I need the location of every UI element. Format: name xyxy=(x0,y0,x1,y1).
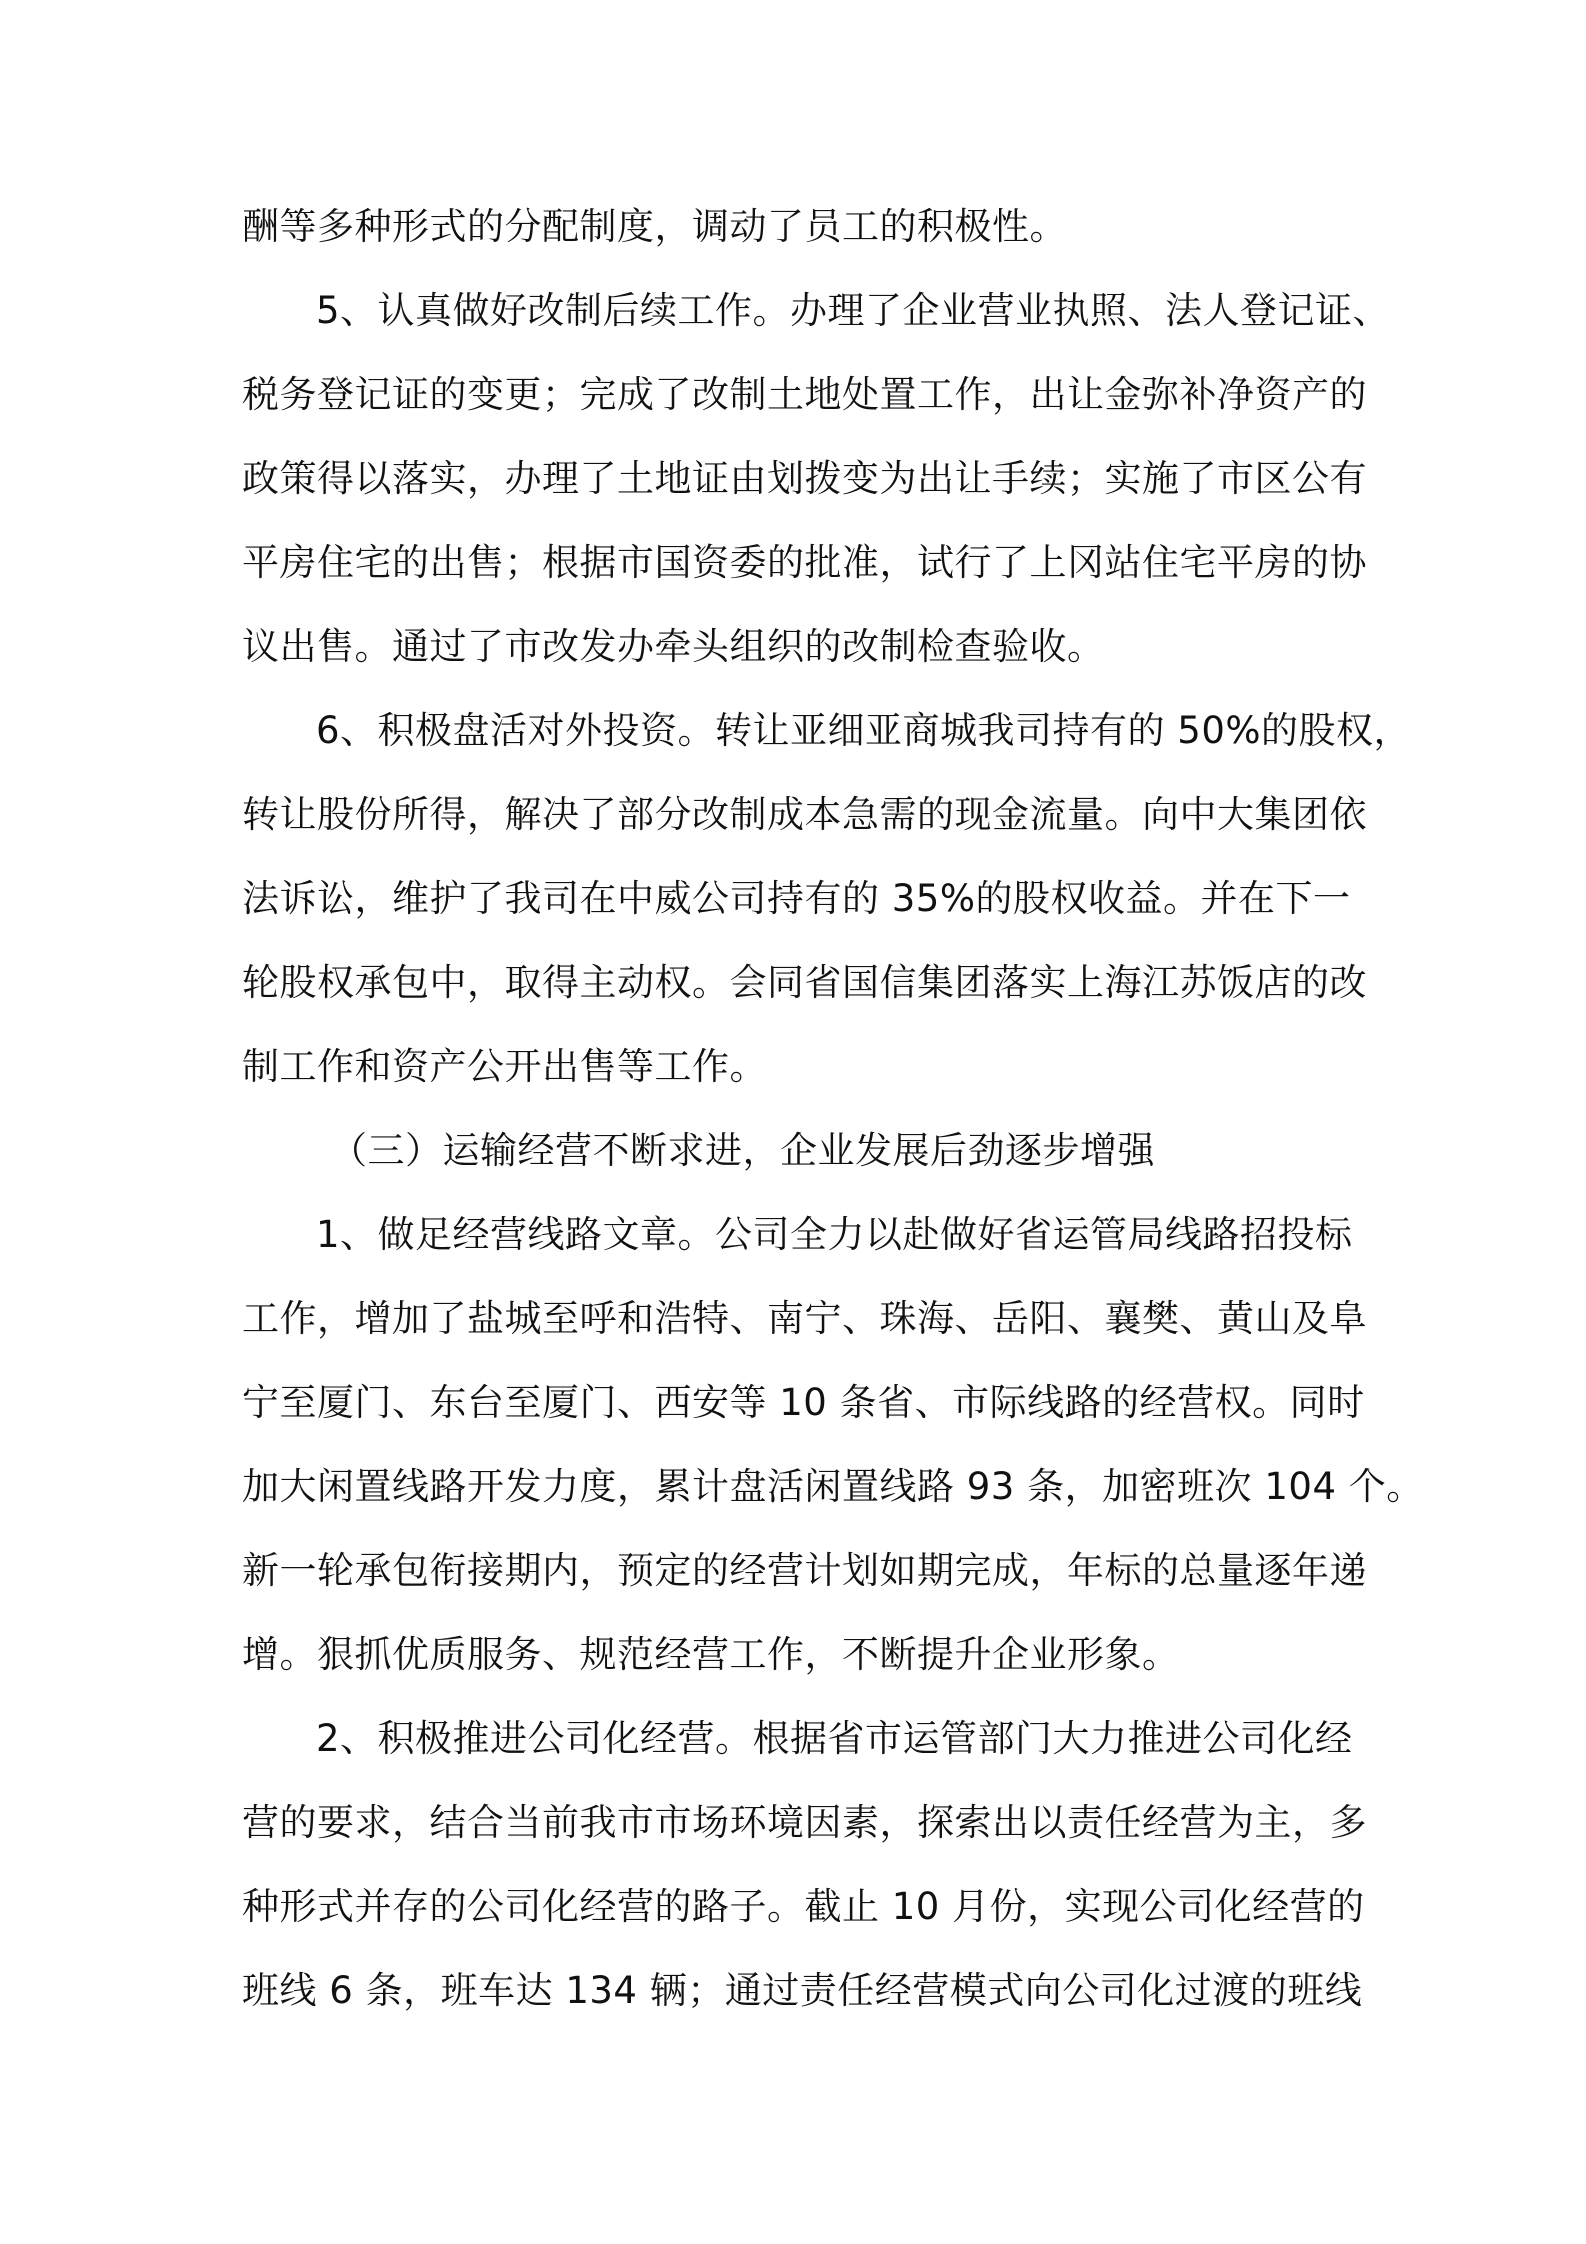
text-line: 宁至厦门、东台至厦门、西安等 10 条省、市际线路的经营权。同时 xyxy=(242,1381,1365,1424)
text-line: 2、积极推进公司化经营。根据省市运管部门大力推进公司化经 xyxy=(316,1717,1353,1760)
text-line: 工作，增加了盐城至呼和浩特、南宁、珠海、岳阳、襄樊、黄山及阜 xyxy=(242,1297,1367,1340)
text-line: 种形式并存的公司化经营的路子。截止 10 月份，实现公司化经营的 xyxy=(242,1885,1365,1928)
text-line: 5、认真做好改制后续工作。办理了企业营业执照、法人登记证、 xyxy=(316,289,1391,332)
text-line: 转让股份所得，解决了部分改制成本急需的现金流量。向中大集团依 xyxy=(242,793,1367,836)
text-line: 新一轮承包衔接期内，预定的经营计划如期完成，年标的总量逐年递 xyxy=(242,1549,1367,1592)
text-line: 法诉讼，维护了我司在中威公司持有的 35%的股权收益。并在下一 xyxy=(242,877,1351,920)
text-line: 增。狠抓优质服务、规范经营工作，不断提升企业形象。 xyxy=(242,1633,1180,1676)
text-line: 政策得以落实，办理了土地证由划拨变为出让手续；实施了市区公有 xyxy=(242,457,1367,500)
text-line: 酬等多种形式的分配制度，调动了员工的积极性。 xyxy=(242,205,1067,248)
text-line: 议出售。通过了市改发办牵头组织的改制检查验收。 xyxy=(242,625,1105,668)
text-line: 1、做足经营线路文章。公司全力以赴做好省运管局线路招投标 xyxy=(316,1213,1353,1256)
text-line: 6、积极盘活对外投资。转让亚细亚商城我司持有的 50%的股权， xyxy=(316,709,1412,752)
text-line: 班线 6 条，班车达 134 辆；通过责任经营模式向公司化过渡的班线 xyxy=(242,1969,1363,2012)
text-line: 轮股权承包中，取得主动权。会同省国信集团落实上海江苏饭店的改 xyxy=(242,961,1367,1004)
text-line: 税务登记证的变更；完成了改制土地处置工作，出让金弥补净资产的 xyxy=(242,373,1367,416)
text-line: 平房住宅的出售；根据市国资委的批准，试行了上冈站住宅平房的协 xyxy=(242,541,1367,584)
section-heading: （三）运输经营不断求进，企业发展后劲逐步增强 xyxy=(330,1129,1155,1172)
text-line: 制工作和资产公开出售等工作。 xyxy=(242,1045,767,1088)
text-line: 加大闲置线路开发力度，累计盘活闲置线路 93 条，加密班次 104 个。 xyxy=(242,1465,1424,1508)
text-line: 营的要求，结合当前我市市场环境因素，探索出以责任经营为主，多 xyxy=(242,1801,1367,1844)
